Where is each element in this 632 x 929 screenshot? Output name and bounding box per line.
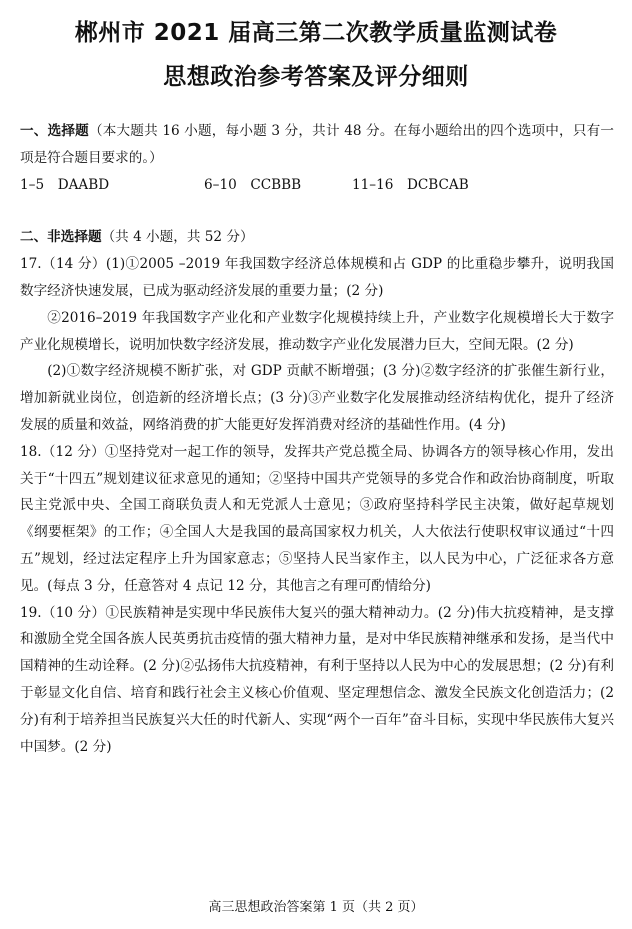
q19-answer: 19.（10 分）①民族精神是实现中华民族伟大复兴的强大精神动力。(2 分)伟大抗疫精神，是支撑和激励全党全国各族人民英勇抗击疫情的强大精神力量，是对中华民族精神继承和发扬，是当代中国精神的生动诠释。(2 分)②弘扬伟大抗疫精神，有利于坚持以人民为中心的发展思想；(2 分)有利于彰显文化自信、培育和践行社会主义核心价值观、坚定理想信念、激发全民族文化创造活力；(2 分)有利于培养担当民族复兴大任的时代新人、实现“两个一百年”奋斗目标，实现中华民族伟大复兴中国梦。(2 分) [20,604,614,755]
answer-body [20,118,614,760]
answer-group-1: 1–5 DAABD [20,176,110,193]
q17-part2: (2)①数字经济规模不断扩张，对 GDP 贡献不断增强；(3 分)②数字经济的扩张催生新行业，增加新就业岗位，创造新的经济增长点；(3 分)③产业数字化发展推动经济结构优化，提升了经济发展的质量和效益，网络消费的扩大能更好发挥消费对经济的基础性作用。(4 分) [20,363,614,433]
q17-part1-b: ②2016–2019 年我国数字产业化和产业数字化规模持续上升，产业数字化规模增长大于数字产业化规模增长，说明加快数字经济发展，推动数字产业化发展潜力巨大，空间无限。(2 分) [20,309,614,353]
section2-heading: 二、非选择题 [20,229,102,246]
choice-answers [20,172,614,199]
page-title: 郴州市 2021 届高三第二次教学质量监测试卷 [74,20,558,46]
answer-group-2: 6–10 CCBBB [204,176,302,193]
section2-intro [20,224,614,251]
section1-intro [20,118,614,172]
answer-group-3: 11–16 DCBCAB [352,176,469,193]
q17-part1: 17.（14 分）(1)①2005 –2019 年我国数字经济总体规模和占 GDP 的比重稳步攀升，说明我国数字经济快速发展，已成为驱动经济发展的重要力量；(2 分) [20,256,614,299]
q18-answer: 18.（12 分）①坚持党对一起工作的领导，发挥共产党总揽全局、协调各方的领导核心作用，发出关于“十四五”规划建议征求意见的通知；②坚持中国共产党领导的多党合作和政治协商制度，听取民主党派中央、全国工商联负责人和无党派人士意见；③政府坚持科学民主决策，做好起草规划《纲要框架》的工作；④全国人大是我国的最高国家权力机关，人大依法行使职权审议通过“十四五”规划，经过法定程序上升为国家意志；⑤坚持人民当家作主，以人民为中心，广泛征求各方意见。(每点 3 分，任意答对 4 点记 12 分，其他言之有理可酌情给分) [20,443,614,594]
page-footer: 高三思想政治答案第 1 页（共 2 页） [208,900,424,915]
section1-heading: 一、选择题 [20,123,89,139]
section2-desc: （共 4 小题，共 52 分） [101,229,254,246]
section1-desc: （本大题共 16 小题，每小题 3 分，共计 48 分。在每小题给出的四个选项中，只有一项是符合题目要求的。） [20,123,615,166]
page-subtitle: 思想政治参考答案及评分细则 [163,64,469,90]
